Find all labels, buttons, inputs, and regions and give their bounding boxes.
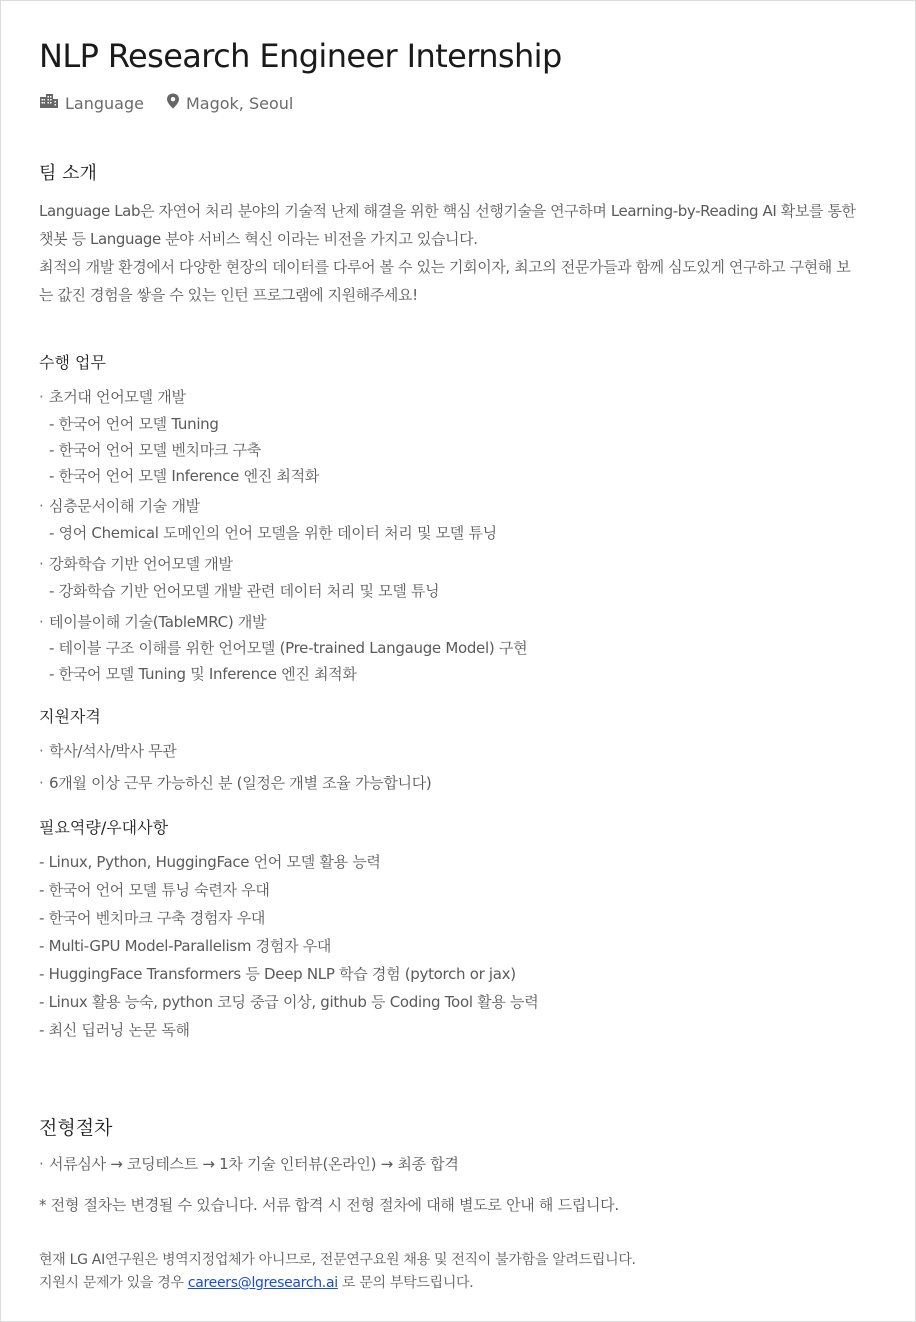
- location: [166, 93, 293, 113]
- footer-contact: [39, 1272, 473, 1292]
- job-title: NLP Research Engineer Internship: [39, 37, 562, 75]
- list-item: · 심층문서이해 기술 개발: [39, 494, 200, 518]
- preferred-heading: 필요역량/우대사항: [39, 818, 169, 837]
- qualifications-heading: 지원자격: [39, 707, 101, 726]
- building-icon: [39, 93, 65, 113]
- list-item: · 6개월 이상 근무 가능하신 분 (일정은 개별 조율 가능합니다): [39, 771, 431, 795]
- list-item: - 한국어 벤치마크 구축 경험자 우대: [39, 909, 266, 927]
- list-subitem: - 한국어 언어 모델 Inference 엔진 최적화: [49, 467, 319, 485]
- list-item: - Linux 활용 능숙, python 코딩 중급 이상, github 등 Coding Tool 활용 능력: [39, 993, 539, 1011]
- list-item: - HuggingFace Transformers 등 Deep NLP 학습 경험 (pytorch or jax): [39, 965, 516, 983]
- list-item: - 최신 딥러닝 논문 독해: [39, 1021, 190, 1039]
- list-item: - 한국어 언어 모델 튜닝 숙련자 우대: [39, 881, 270, 899]
- location-label: Magok, Seoul: [185, 93, 294, 113]
- team-intro-line: 최적의 개발 환경에서 다양한 현장의 데이터를 다루어 볼 수 있는 기회이자, 최고의 전문가들과 함께 심도있게 연구하고 구현해 보: [39, 258, 851, 276]
- footer-contact-suffix: 로 문의 부탁드립니다.: [337, 1275, 474, 1291]
- job-meta: [39, 93, 315, 113]
- team-intro-line: 는 값진 경험을 쌓을 수 있는 인턴 프로그램에 지원해주세요!: [39, 286, 418, 304]
- list-item: · 서류심사 → 코딩테스트 → 1차 기술 인터뷰(온라인) → 최종 합격: [39, 1152, 459, 1176]
- footer-contact-prefix: 지원시 문제가 있을 경우: [39, 1275, 188, 1291]
- list-item: · 테이블이해 기술(TableMRC) 개발: [39, 610, 266, 634]
- department-label: Language: [65, 93, 144, 113]
- list-item: - Multi-GPU Model-Parallelism 경험자 우대: [39, 937, 332, 955]
- process-notice: * 전형 절차는 변경될 수 있습니다. 서류 합격 시 전형 절차에 대해 별도로 안내 해 드립니다.: [39, 1196, 619, 1214]
- list-subitem: - 한국어 언어 모델 Tuning: [49, 415, 219, 433]
- team-intro-line: Language Lab은 자연어 처리 분야의 기술적 난제 해결을 위한 핵심 선행기술을 연구하며 Learning-by-Reading AI 확보를 통한: [39, 202, 856, 220]
- location-pin-icon: [166, 93, 186, 113]
- team-intro-heading: 팀 소개: [39, 163, 97, 184]
- list-subitem: - 강화학습 기반 언어모델 개발 관련 데이터 처리 및 모델 튜닝: [49, 582, 440, 600]
- careers-email-link[interactable]: careers@lgresearch.ai: [187, 1275, 338, 1291]
- process-heading: 전형절차: [39, 1117, 113, 1139]
- list-item: · 초거대 언어모델 개발: [39, 385, 186, 409]
- list-item: · 강화학습 기반 언어모델 개발: [39, 552, 233, 576]
- list-item: · 학사/석사/박사 무관: [39, 739, 177, 763]
- team-intro-line: 챗봇 등 Language 분야 서비스 혁신 이라는 비전을 가지고 있습니다.: [39, 230, 478, 248]
- list-subitem: - 영어 Chemical 도메인의 언어 모델을 위한 데이터 처리 및 모델 튜닝: [49, 524, 497, 542]
- team-intro-text: [39, 197, 889, 309]
- list-subitem: - 한국어 언어 모델 벤치마크 구축: [49, 441, 261, 459]
- department: [39, 93, 144, 113]
- footer-notice: 현재 LG AI연구원은 병역지정업체가 아니므로, 전문연구요원 채용 및 전직이 불가함을 알려드립니다.: [39, 1252, 636, 1268]
- duties-heading: 수행 업무: [39, 353, 106, 372]
- list-subitem: - 테이블 구조 이해를 위한 언어모델 (Pre-trained Langauge Model) 구현: [49, 639, 528, 657]
- list-item: - Linux, Python, HuggingFace 언어 모델 활용 능력: [39, 853, 381, 871]
- list-subitem: - 한국어 모델 Tuning 및 Inference 엔진 최적화: [49, 665, 357, 683]
